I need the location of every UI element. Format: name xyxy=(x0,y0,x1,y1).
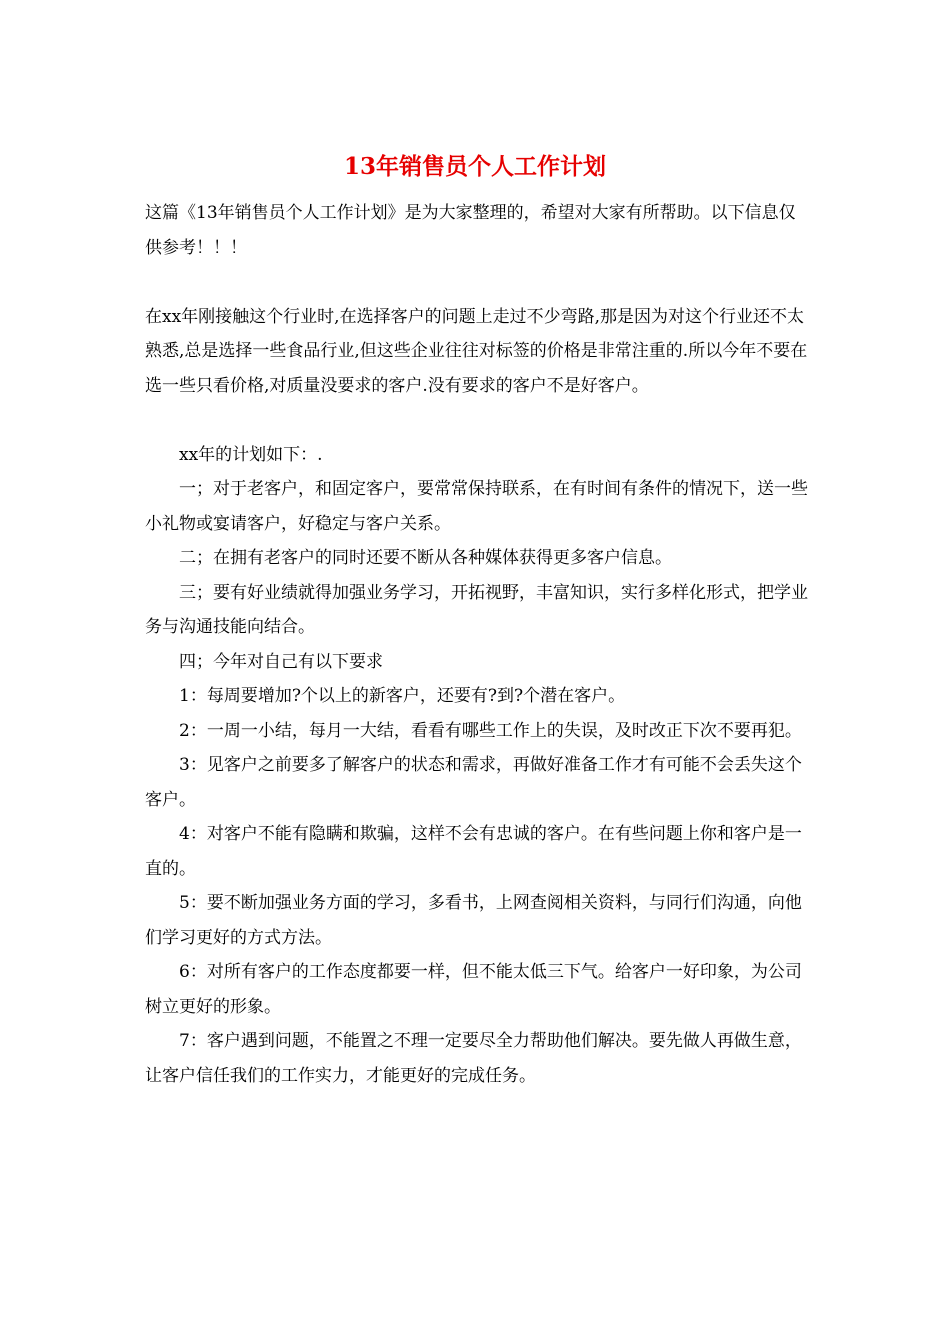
document-body xyxy=(145,196,809,1093)
requirement-7: 7：客户遇到问题，不能置之不理一定要尽全力帮助他们解决。要先做人再做生意，让客户信任我们的工作实力，才能更好的完成任务。 xyxy=(145,1031,802,1086)
plan-item-2: 二；在拥有老客户的同时还要不断从各种媒体获得更多客户信息。 xyxy=(179,548,672,568)
plan-item-4: 四；今年对自己有以下要求 xyxy=(179,651,383,672)
requirement-2: 2：一周一小结，每月一大结，看看有哪些工作上的失误，及时改正下次不要再犯。 xyxy=(179,720,802,741)
background-paragraph: 在xx年刚接触这个行业时,在选择客户的问题上走过不少弯路,那是因为对这个行业还不太熟悉,总是选择一些食品行业,但这些企业往往对标签的价格是非常注重的.所以今年不要在选一些只看价格,对质量没要求的客户.没有要求的客户不是好客户。 xyxy=(145,306,808,396)
intro-paragraph: 这篇《13年销售员个人工作计划》是为大家整理的，希望对大家有所帮助。以下信息仅供参考！！！ xyxy=(145,203,796,258)
plan-heading: xx年的计划如下：. xyxy=(179,444,323,465)
requirement-5: 5：要不断加强业务方面的学习，多看书，上网查阅相关资料，与同行们沟通，向他们学习更好的方式方法。 xyxy=(145,893,802,948)
requirement-4: 4：对客户不能有隐瞒和欺骗，这样不会有忠诚的客户。在有些问题上你和客户是一直的。 xyxy=(145,824,802,879)
requirement-1: 1：每周要增加?个以上的新客户，还要有?到?个潜在客户。 xyxy=(179,686,626,706)
paragraph-gap xyxy=(145,403,809,438)
plan-item-3: 三；要有好业绩就得加强业务学习，开拓视野，丰富知识，实行多样化形式，把学业务与沟通技能向结合。 xyxy=(145,582,808,637)
requirement-3: 3：见客户之前要多了解客户的状态和需求，再做好准备工作才有可能不会丢失这个客户。 xyxy=(145,755,802,810)
paragraph-gap xyxy=(145,265,809,300)
plan-item-1: 一；对于老客户，和固定客户，要常常保持联系，在有时间有条件的情况下，送一些小礼物或宴请客户，好稳定与客户关系。 xyxy=(145,479,808,534)
document-title: 13年销售员个人工作计划 xyxy=(343,153,606,180)
requirement-6: 6：对所有客户的工作态度都要一样，但不能太低三下气。给客户一好印象，为公司树立更好的形象。 xyxy=(145,962,802,1017)
